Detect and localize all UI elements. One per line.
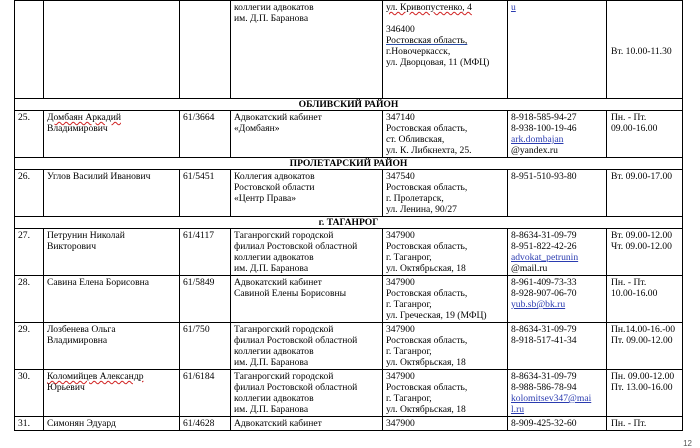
cell-address — [383, 370, 508, 417]
cell-number: 29. — [15, 323, 44, 370]
cell-address — [383, 1, 508, 99]
cell-address-line: г. Таганрог, — [386, 393, 432, 404]
cell-address — [383, 276, 508, 323]
cell-hours-line — [611, 2, 679, 13]
cell-reg-number: 61/5849 — [180, 276, 231, 323]
cell-name-line: Домбаян Аркадий — [47, 112, 121, 123]
cell-hours-line: Пн. 09.00-12.00 — [611, 371, 675, 382]
cell-hours — [607, 417, 683, 431]
cell-organization-line: «Центр Права» — [234, 193, 297, 204]
cell-number: 31. — [15, 417, 44, 431]
cell-name — [44, 370, 180, 417]
cell-address-line: 347140 — [386, 112, 415, 123]
cell-address — [383, 229, 508, 276]
cell-address-line: Ростовская область, — [386, 288, 468, 299]
cell-organization-line: им. Д.П. Баранова — [234, 404, 309, 415]
cell-address-line: 346400 — [386, 24, 415, 35]
section-header-row — [15, 217, 683, 229]
cell-hours-line: Вт. 10.00-11.30 — [611, 46, 672, 57]
cell-number: 27. — [15, 229, 44, 276]
table-row — [15, 323, 683, 370]
cell-contacts — [508, 276, 607, 323]
cell-organization-line: коллегии адвокатов — [234, 2, 314, 13]
cell-organization-line: филиал Ростовской областной — [234, 335, 358, 346]
cell-organization-line: коллегии адвокатов — [234, 393, 314, 404]
cell-hours — [607, 323, 683, 370]
cell-hours-line: Пн. - Пт. — [611, 277, 647, 288]
cell-hours-line — [611, 35, 679, 46]
cell-hours-line: Пн. - Пт. — [611, 418, 647, 429]
cell-address-line: 347900 — [386, 277, 415, 288]
cell-hours-line: Чт. 09.00-12.00 — [611, 241, 672, 252]
cell-hours-line: Вт. 09.00-17.00 — [611, 171, 673, 182]
cell-organization-line: Ростовской области — [234, 182, 315, 193]
table-row — [15, 1, 683, 99]
cell-reg-number: 61/4117 — [180, 229, 231, 276]
cell-contacts-line: 8-8634-31-09-79 — [511, 371, 577, 382]
cell-address-line: Ростовская область, — [386, 382, 468, 393]
cell-organization — [231, 370, 383, 417]
cell-address — [383, 417, 508, 431]
cell-hours — [607, 1, 683, 99]
cell-name-line: Коломийцев Александр — [47, 371, 144, 382]
cell-organization-line: Адвокатский кабинет — [234, 418, 322, 429]
cell-contacts-line[interactable]: l.ru — [511, 404, 525, 415]
cell-hours-line: Пн.14.00-16.-00 — [611, 324, 676, 335]
cell-address — [383, 170, 508, 217]
cell-reg-number: 61/3664 — [180, 111, 231, 158]
cell-name-line: Симонян Эдуард — [47, 418, 116, 429]
cell-address-line — [386, 13, 504, 24]
cell-contacts-line: 8-988-586-78-94 — [511, 382, 577, 393]
cell-organization-line: «Домбаян» — [234, 123, 280, 134]
cell-address-line: Ростовская область, — [386, 335, 468, 346]
cell-reg-number: 61/5451 — [180, 170, 231, 217]
cell-hours-line: Вт. 09.00-12.00 — [611, 230, 673, 241]
cell-organization-line: Адвокатский кабинет — [234, 112, 322, 123]
cell-name — [44, 276, 180, 323]
cell-contacts-line: 8-938-100-19-46 — [511, 123, 577, 134]
cell-number: 26. — [15, 170, 44, 217]
cell-organization-line: Таганрогский городской — [234, 371, 334, 382]
cell-reg-number: 61/6184 — [180, 370, 231, 417]
cell-name-line: Юрьевич — [47, 382, 85, 393]
cell-contacts-line: @yandex.ru — [511, 145, 558, 156]
cell-address-line: ул. Греческая, 19 (МФЦ) — [386, 310, 487, 321]
cell-hours-line: Пн. - Пт. — [611, 112, 647, 123]
cell-organization-line: филиал Ростовской областной — [234, 241, 358, 252]
cell-hours-line — [611, 13, 679, 24]
cell-organization-line: Адвокатский кабинет — [234, 277, 322, 288]
cell-hours-line — [611, 24, 679, 35]
cell-organization — [231, 323, 383, 370]
cell-contacts-line: 8-8634-31-09-79 — [511, 324, 577, 335]
cell-address-line: ул. Дворцовая, 11 (МФЦ) — [386, 57, 490, 68]
cell-name-line: Савина Елена Борисовна — [47, 277, 150, 288]
lawyers-table — [14, 0, 683, 431]
cell-address-line: ул. Октябрьская, 18 — [386, 263, 466, 274]
cell-contacts-line: 8-961-409-73-33 — [511, 277, 577, 288]
cell-address-line: ст. Обливская, — [386, 134, 445, 145]
cell-organization-line: коллегии адвокатов — [234, 252, 314, 263]
cell-hours — [607, 170, 683, 217]
cell-address-line: ул. Ленина, 90/27 — [386, 204, 457, 215]
cell-reg-number: 61/750 — [180, 323, 231, 370]
cell-address-line: Ростовская область, — [386, 123, 468, 134]
cell-organization-line: Таганрогский городской — [234, 230, 334, 241]
cell-address-line: ул. Кривопустенко, 4 — [386, 2, 472, 13]
cell-address-line: Ростовская область, — [386, 35, 468, 46]
table-row — [15, 170, 683, 217]
cell-contacts-line[interactable]: u — [511, 2, 516, 13]
cell-organization-line: им. Д.П. Баранова — [234, 357, 309, 368]
cell-contacts-line: 8-909-425-32-60 — [511, 418, 577, 429]
cell-address-line: г. Таганрог, — [386, 299, 432, 310]
cell-contacts-line: 8-8634-31-09-79 — [511, 230, 577, 241]
cell-address-line: Ростовская область, — [386, 241, 468, 252]
cell-hours — [607, 276, 683, 323]
section-title: г. ТАГАНРОГ — [15, 217, 683, 229]
cell-name — [44, 229, 180, 276]
cell-hours — [607, 370, 683, 417]
cell-organization-line: Таганрогский городской — [234, 324, 334, 335]
page-number: 12 — [683, 439, 692, 448]
cell-name-line: Лозбенева Ольга — [47, 324, 116, 335]
cell-hours — [607, 111, 683, 158]
cell-number: 28. — [15, 276, 44, 323]
cell-hours — [607, 229, 683, 276]
cell-name-line: Викторович — [47, 241, 97, 252]
cell-number — [15, 1, 44, 99]
section-header-row — [15, 99, 683, 111]
cell-address-line: 347540 — [386, 171, 415, 182]
cell-address-line: ул. Октябрьская, 18 — [386, 404, 466, 415]
table-row — [15, 229, 683, 276]
cell-contacts — [508, 417, 607, 431]
cell-organization-line: коллегии адвокатов — [234, 346, 314, 357]
table-row — [15, 417, 683, 431]
table-body — [15, 1, 683, 431]
cell-organization-line: Коллегия адвокатов — [234, 171, 315, 182]
cell-organization — [231, 170, 383, 217]
cell-address-line: г. Таганрог, — [386, 252, 432, 263]
cell-address-line: г. Таганрог, — [386, 346, 432, 357]
cell-address-line: 347900 — [386, 371, 415, 382]
cell-contacts-line: 8-928-907-06-70 — [511, 288, 577, 299]
cell-organization-line: Савиной Елены Борисовны — [234, 288, 347, 299]
cell-address — [383, 323, 508, 370]
cell-reg-number — [180, 1, 231, 99]
cell-name-line: Углов Василий Иванович — [47, 171, 151, 182]
cell-name-line: Петрунин Николай — [47, 230, 125, 241]
cell-name — [44, 323, 180, 370]
table-row — [15, 111, 683, 158]
cell-contacts — [508, 323, 607, 370]
cell-hours-line: 09.00-16.00 — [611, 123, 658, 134]
cell-address-line: г.Новочеркасск, — [386, 46, 451, 57]
cell-address-line: г. Пролетарск, — [386, 193, 444, 204]
cell-address-line: ул. Октябрьская, 18 — [386, 357, 466, 368]
cell-hours-line: Пт. 13.00-16.00 — [611, 382, 673, 393]
cell-name-line: Владимировна — [47, 335, 108, 346]
section-title: ОБЛИВСКИЙ РАЙОН — [15, 99, 683, 111]
cell-name-line: Владимирович — [47, 123, 108, 134]
cell-name — [44, 417, 180, 431]
cell-contacts — [508, 1, 607, 99]
cell-organization — [231, 276, 383, 323]
cell-contacts-line[interactable]: ark.dombajan — [511, 134, 564, 145]
cell-contacts — [508, 229, 607, 276]
cell-address-line: 347900 — [386, 230, 415, 241]
cell-name — [44, 170, 180, 217]
cell-address-line: Ростовская область, — [386, 182, 468, 193]
cell-address-line: 347900 — [386, 418, 415, 429]
cell-organization — [231, 417, 383, 431]
cell-contacts — [508, 370, 607, 417]
cell-organization — [231, 1, 383, 99]
cell-reg-number: 61/4628 — [180, 417, 231, 431]
cell-contacts-line: 8-918-585-94-27 — [511, 112, 577, 123]
cell-contacts-line: 8-951-510-93-80 — [511, 171, 577, 182]
cell-contacts-line: 8-918-517-41-34 — [511, 335, 577, 346]
cell-contacts-line[interactable]: advokat_petrunin — [511, 252, 579, 263]
cell-name — [44, 111, 180, 158]
section-header-row — [15, 158, 683, 170]
cell-organization — [231, 111, 383, 158]
cell-name — [44, 1, 180, 99]
cell-contacts — [508, 111, 607, 158]
cell-contacts-line[interactable]: yub.sb@bk.ru — [511, 299, 566, 310]
cell-organization-line: филиал Ростовской областной — [234, 382, 358, 393]
cell-organization — [231, 229, 383, 276]
cell-address-line: 347900 — [386, 324, 415, 335]
cell-hours-line: Пт. 09.00-12.00 — [611, 335, 673, 346]
cell-hours-line: 10.00-16.00 — [611, 288, 658, 299]
cell-contacts — [508, 170, 607, 217]
cell-number: 25. — [15, 111, 44, 158]
table-row — [15, 370, 683, 417]
cell-organization-line: им. Д.П. Баранова — [234, 263, 309, 274]
cell-address-line: ул. К. Либкнехта, 25. — [386, 145, 472, 156]
table-row — [15, 276, 683, 323]
cell-organization-line: им. Д.П. Баранова — [234, 13, 309, 24]
cell-contacts-line: 8-951-822-42-26 — [511, 241, 577, 252]
section-title: ПРОЛЕТАРСКИЙ РАЙОН — [15, 158, 683, 170]
cell-contacts-line: @mail.ru — [511, 263, 548, 274]
cell-number: 30. — [15, 370, 44, 417]
cell-contacts-line[interactable]: kolomitsev347@mai — [511, 393, 592, 404]
cell-address — [383, 111, 508, 158]
